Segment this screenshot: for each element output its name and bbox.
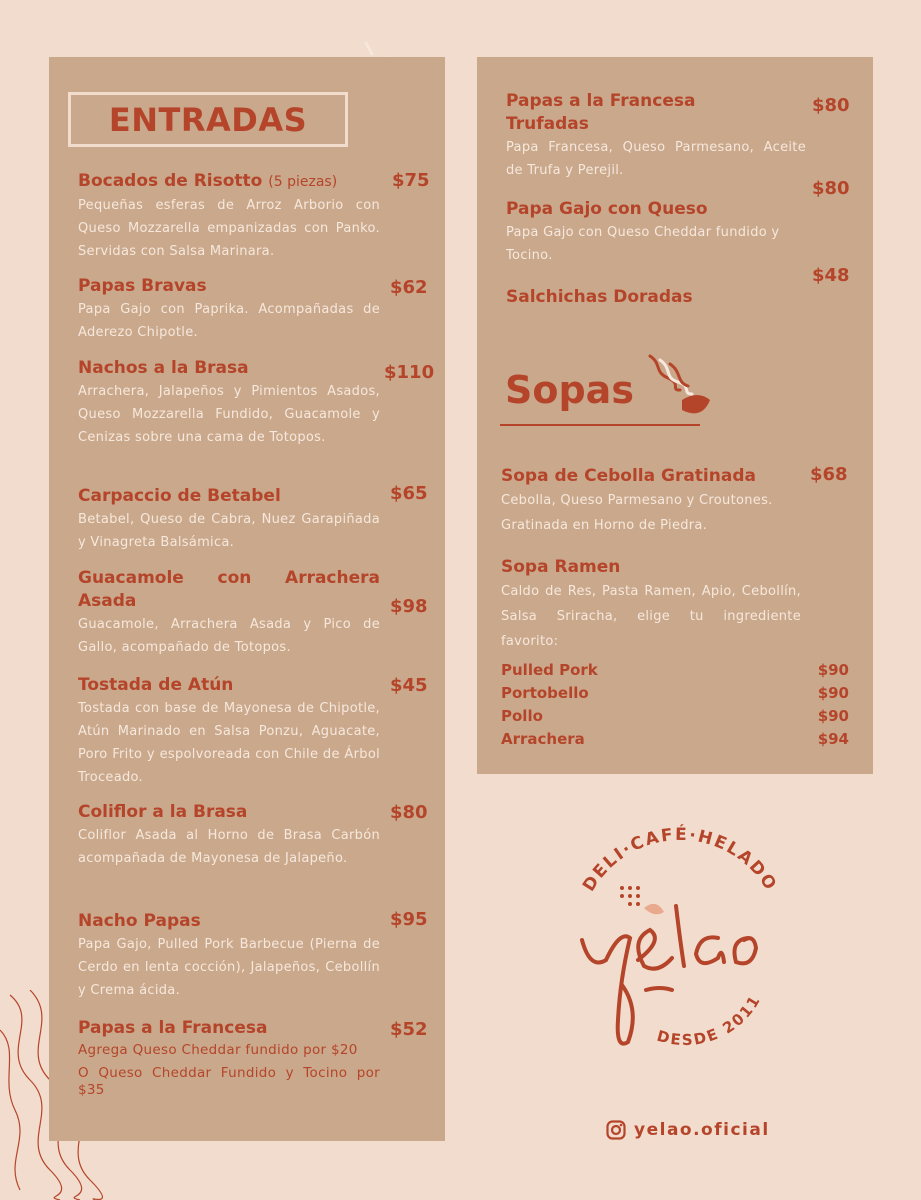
item-name: Guacamole con Arrachera Asada <box>78 568 380 611</box>
item-description: Coliflor Asada al Horno de Brasa Carbón acompañada de Mayonesa de Jalapeño. <box>78 828 380 866</box>
item-name: Papa Gajo con Queso <box>506 199 708 219</box>
svg-text:DESDE 2011 <box>655 991 765 1049</box>
menu-item <box>78 170 380 263</box>
item-name: Nacho Papas <box>78 911 201 931</box>
item-price: $95 <box>390 909 428 930</box>
item-price: $110 <box>384 362 435 383</box>
item-price: $45 <box>390 675 428 696</box>
menu-item <box>78 357 380 449</box>
item-name: Papas a la Francesa <box>78 1018 268 1038</box>
sopas-divider <box>500 424 700 426</box>
yelao-logo <box>560 810 800 1070</box>
menu-item <box>78 275 380 344</box>
item-name: Bocados de Risotto <box>78 171 263 191</box>
entradas-title: ENTRADAS <box>108 100 308 139</box>
sopas-title: Sopas <box>505 368 634 412</box>
logo-tagline: DELI·CAFÉ·HELADO <box>579 824 781 896</box>
instagram-handle[interactable] <box>606 1120 770 1140</box>
item-price: $80 <box>812 95 850 116</box>
menu-item <box>78 567 380 659</box>
option-price: $94 <box>817 730 849 748</box>
item-note: (5 piezas) <box>268 174 338 190</box>
item-name: Salchichas Doradas <box>506 287 693 307</box>
ramen-option <box>501 730 849 748</box>
item-name: Papas a la Francesa Trufadas <box>506 91 696 134</box>
item-description: Guacamole, Arrachera Asada y Pico de Gallo, acompañado de Totopos. <box>78 617 380 655</box>
item-name: Sopa Ramen <box>501 557 621 577</box>
option-name: Arrachera <box>501 730 585 748</box>
menu-item <box>78 485 380 554</box>
menu-item <box>78 910 380 1002</box>
menu-item <box>78 674 380 789</box>
ramen-option <box>501 707 849 725</box>
option-name: Portobello <box>501 684 589 702</box>
item-name: Carpaccio de Betabel <box>78 486 281 506</box>
svg-text:DELI·CAFÉ·HELADO <box>579 823 781 895</box>
menu-item <box>506 198 806 267</box>
menu-item <box>501 465 801 538</box>
item-extra: Agrega Queso Cheddar fundido por $20 <box>78 1042 358 1058</box>
menu-item <box>78 1017 380 1099</box>
instagram-label: yelao.oficial <box>634 1120 770 1140</box>
item-price: $98 <box>390 596 428 617</box>
item-description: Papa Francesa, Queso Parmesano, Aceite de Trufa y Perejil. <box>506 140 806 178</box>
item-price: $62 <box>390 277 428 298</box>
option-price: $90 <box>817 707 849 725</box>
ramen-option <box>501 684 849 702</box>
item-price: $80 <box>812 178 850 199</box>
item-price: $80 <box>390 802 428 823</box>
item-extra: O Queso Cheddar Fundido y Tocino por $35 <box>78 1065 380 1098</box>
logo-since: DESDE 2011 <box>654 991 765 1050</box>
menu-item <box>506 90 806 182</box>
item-description: Papa Gajo con Paprika. Acompañadas de Aderezo Chipotle. <box>78 302 380 340</box>
item-description: Arrachera, Jalapeños y Pimientos Asados, Queso Mozzarella Fundido, Guacamole y Cenizas sobre una cama de Totopos. <box>78 384 380 445</box>
entradas-heading <box>68 92 348 147</box>
ramen-option <box>501 661 849 679</box>
item-price: $48 <box>812 265 850 286</box>
item-price: $65 <box>390 483 428 504</box>
item-description: Papa Gajo con Queso Cheddar fundido y Tocino. <box>506 225 780 263</box>
item-description: Papa Gajo, Pulled Pork Barbecue (Pierna de Cerdo en lenta cocción), Jalapeños, Cebollín y Crema ácida. <box>78 937 380 998</box>
item-description: Cebolla, Queso Parmesano y Croutones. Gratinada en Horno de Piedra. <box>501 493 773 533</box>
item-name: Sopa de Cebolla Gratinada <box>501 466 756 486</box>
option-price: $90 <box>817 684 849 702</box>
item-price: $52 <box>390 1019 428 1040</box>
item-description: Caldo de Res, Pasta Ramen, Apio, Cebollín, Salsa Sriracha, elige tu ingrediente favorito: <box>501 584 801 649</box>
item-price: $68 <box>810 464 848 485</box>
item-price: $75 <box>392 170 430 191</box>
menu-item <box>78 801 380 870</box>
menu-item <box>501 556 801 654</box>
item-description: Betabel, Queso de Cabra, Nuez Garapiñada y Vinagreta Balsámica. <box>78 512 380 550</box>
soup-bowl-icon <box>640 350 720 422</box>
menu-item <box>506 286 806 309</box>
option-price: $90 <box>817 661 849 679</box>
item-description: Tostada con base de Mayonesa de Chipotle, Atún Marinado en Salsa Ponzu, Aguacate, Poro Frito y espolvoreada con Chile de Árbol Troceado. <box>78 701 380 785</box>
instagram-icon <box>606 1120 626 1140</box>
item-description: Pequeñas esferas de Arroz Arborio con Queso Mozzarella empanizadas con Panko. Servidas con Salsa Marinara. <box>78 198 380 259</box>
item-name: Coliflor a la Brasa <box>78 802 248 822</box>
item-name: Papas Bravas <box>78 276 207 296</box>
option-name: Pulled Pork <box>501 661 598 679</box>
item-name: Nachos a la Brasa <box>78 358 249 378</box>
item-name: Tostada de Atún <box>78 675 234 695</box>
option-name: Pollo <box>501 707 543 725</box>
